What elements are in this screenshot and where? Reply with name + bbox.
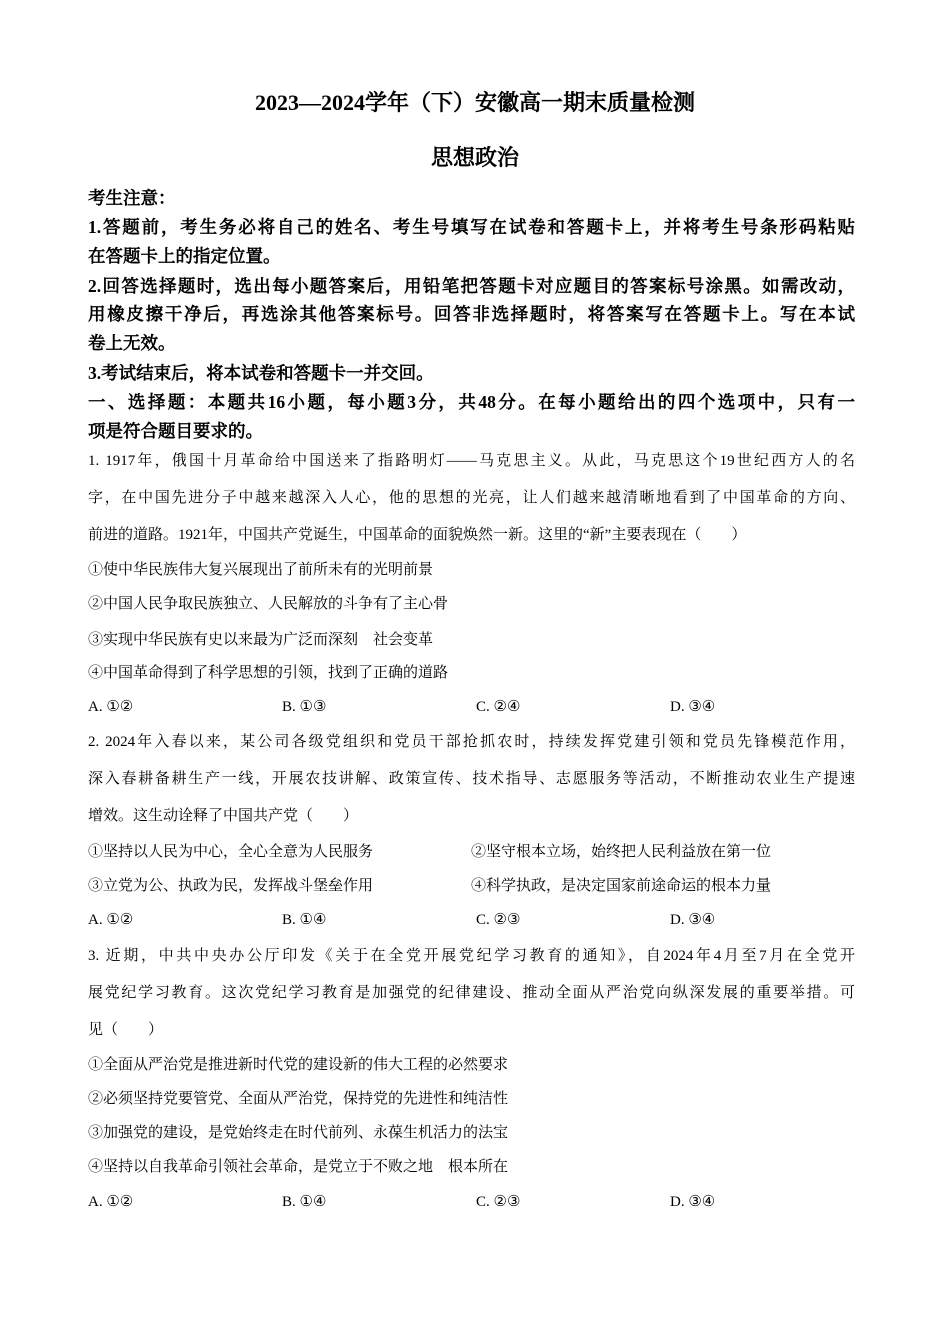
section-heading: 项是符合题目要求的。 <box>88 421 263 441</box>
choice-b: B. ①③ <box>282 699 327 715</box>
choice-d: D. ③④ <box>670 1194 716 1210</box>
statement-item: ②中国人民争取民族独立、人民解放的斗争有了主心骨 <box>88 596 449 612</box>
choice-d: D. ③④ <box>670 912 716 928</box>
question-stem: 增效。这生动诠释了中国共产党（ ） <box>88 808 359 824</box>
notice-line: 1.答题前，考生务必将自己的姓名、考生号填写在试卷和答题卡上，并将考生号条形码粘贴 <box>88 217 855 237</box>
section-heading: 一、选择题：本题共16小题，每小题3分，共48分。在每小题给出的四个选项中，只有一 <box>88 392 855 412</box>
notice-line: 3.考试结束后，将本试卷和答题卡一并交回。 <box>88 363 434 383</box>
statement-item: ①使中华民族伟大复兴展现出了前所未有的光明前景 <box>88 562 434 578</box>
question-stem: 展党纪学习教育。这次党纪学习教育是加强党的纪律建设、推动全面从严治党向纵深发展的重要举措。可 <box>88 985 855 1001</box>
statement-item: ②必须坚持党要管党、全面从严治党，保持党的先进性和纯洁性 <box>88 1091 509 1107</box>
choice-b: B. ①④ <box>282 912 327 928</box>
statement-item: ②坚守根本立场，始终把人民利益放在第一位 <box>471 844 772 860</box>
notice-line: 2.回答选择题时，选出每小题答案后，用铅笔把答题卡对应题目的答案标号涂黑。如需改动， <box>88 276 855 296</box>
choice-c: C. ②③ <box>476 1194 521 1210</box>
notice-line: 在答题卡上的指定位置。 <box>88 246 281 266</box>
question-stem: 深入春耕备耕生产一线，开展农技讲解、政策宣传、技术指导、志愿服务等活动，不断推动农业生产提速 <box>88 771 855 787</box>
choice-b: B. ①④ <box>282 1194 327 1210</box>
statement-item: ④坚持以自我革命引领社会革命，是党立于不败之地 根本所在 <box>88 1159 509 1175</box>
notice-line: 用橡皮擦干净后，再选涂其他答案标号。回答非选择题时，将答案写在答题卡上。写在本试 <box>88 304 855 324</box>
subject-title: 思想政治 <box>430 145 519 170</box>
question-stem: 见（ ） <box>88 1022 164 1038</box>
statement-item: ①全面从严治党是推进新时代党的建设新的伟大工程的必然要求 <box>88 1057 509 1073</box>
choice-a: A. ①② <box>88 1194 134 1210</box>
statement-item: ④中国革命得到了科学思想的引领，找到了正确的道路 <box>88 665 449 681</box>
question-stem: 3. 近期，中共中央办公厅印发《关于在全党开展党纪学习教育的通知》，自2024年4月至7月在全党开 <box>88 948 855 964</box>
statement-item: ①坚持以人民为中心，全心全意为人民服务 <box>88 844 374 860</box>
statement-item: ③加强党的建设，是党始终走在时代前列、永葆生机活力的法宝 <box>88 1125 509 1141</box>
question-stem: 1. 1917年，俄国十月革命给中国送来了指路明灯——马克思主义。从此，马克思这个19世纪西方人的名 <box>88 453 855 469</box>
notice-heading: 考生注意： <box>88 188 176 208</box>
notice-line: 卷上无效。 <box>88 333 176 353</box>
exam-title: 2023—2024学年（下）安徽高一期末质量检测 <box>254 90 695 115</box>
question-stem: 字，在中国先进分子中越来越深入人心，他的思想的光亮，让人们越来越清晰地看到了中国革命的方向、 <box>88 490 855 506</box>
question-stem: 前进的道路。1921年，中国共产党诞生，中国革命的面貌焕然一新。这里的“新”主要表现在（ ） <box>88 527 747 543</box>
choice-a: A. ①② <box>88 912 134 928</box>
statement-item: ③立党为公、执政为民，发挥战斗堡垒作用 <box>88 878 374 894</box>
question-stem: 2. 2024年入春以来，某公司各级党组织和党员干部抢抓农时，持续发挥党建引领和党员先锋模范作用， <box>88 734 855 750</box>
choice-c: C. ②④ <box>476 699 521 715</box>
choice-c: C. ②③ <box>476 912 521 928</box>
choice-d: D. ③④ <box>670 699 716 715</box>
statement-item: ③实现中华民族有史以来最为广泛而深刻 社会变革 <box>88 632 434 648</box>
choice-a: A. ①② <box>88 699 134 715</box>
statement-item: ④科学执政，是决定国家前途命运的根本力量 <box>471 878 772 894</box>
